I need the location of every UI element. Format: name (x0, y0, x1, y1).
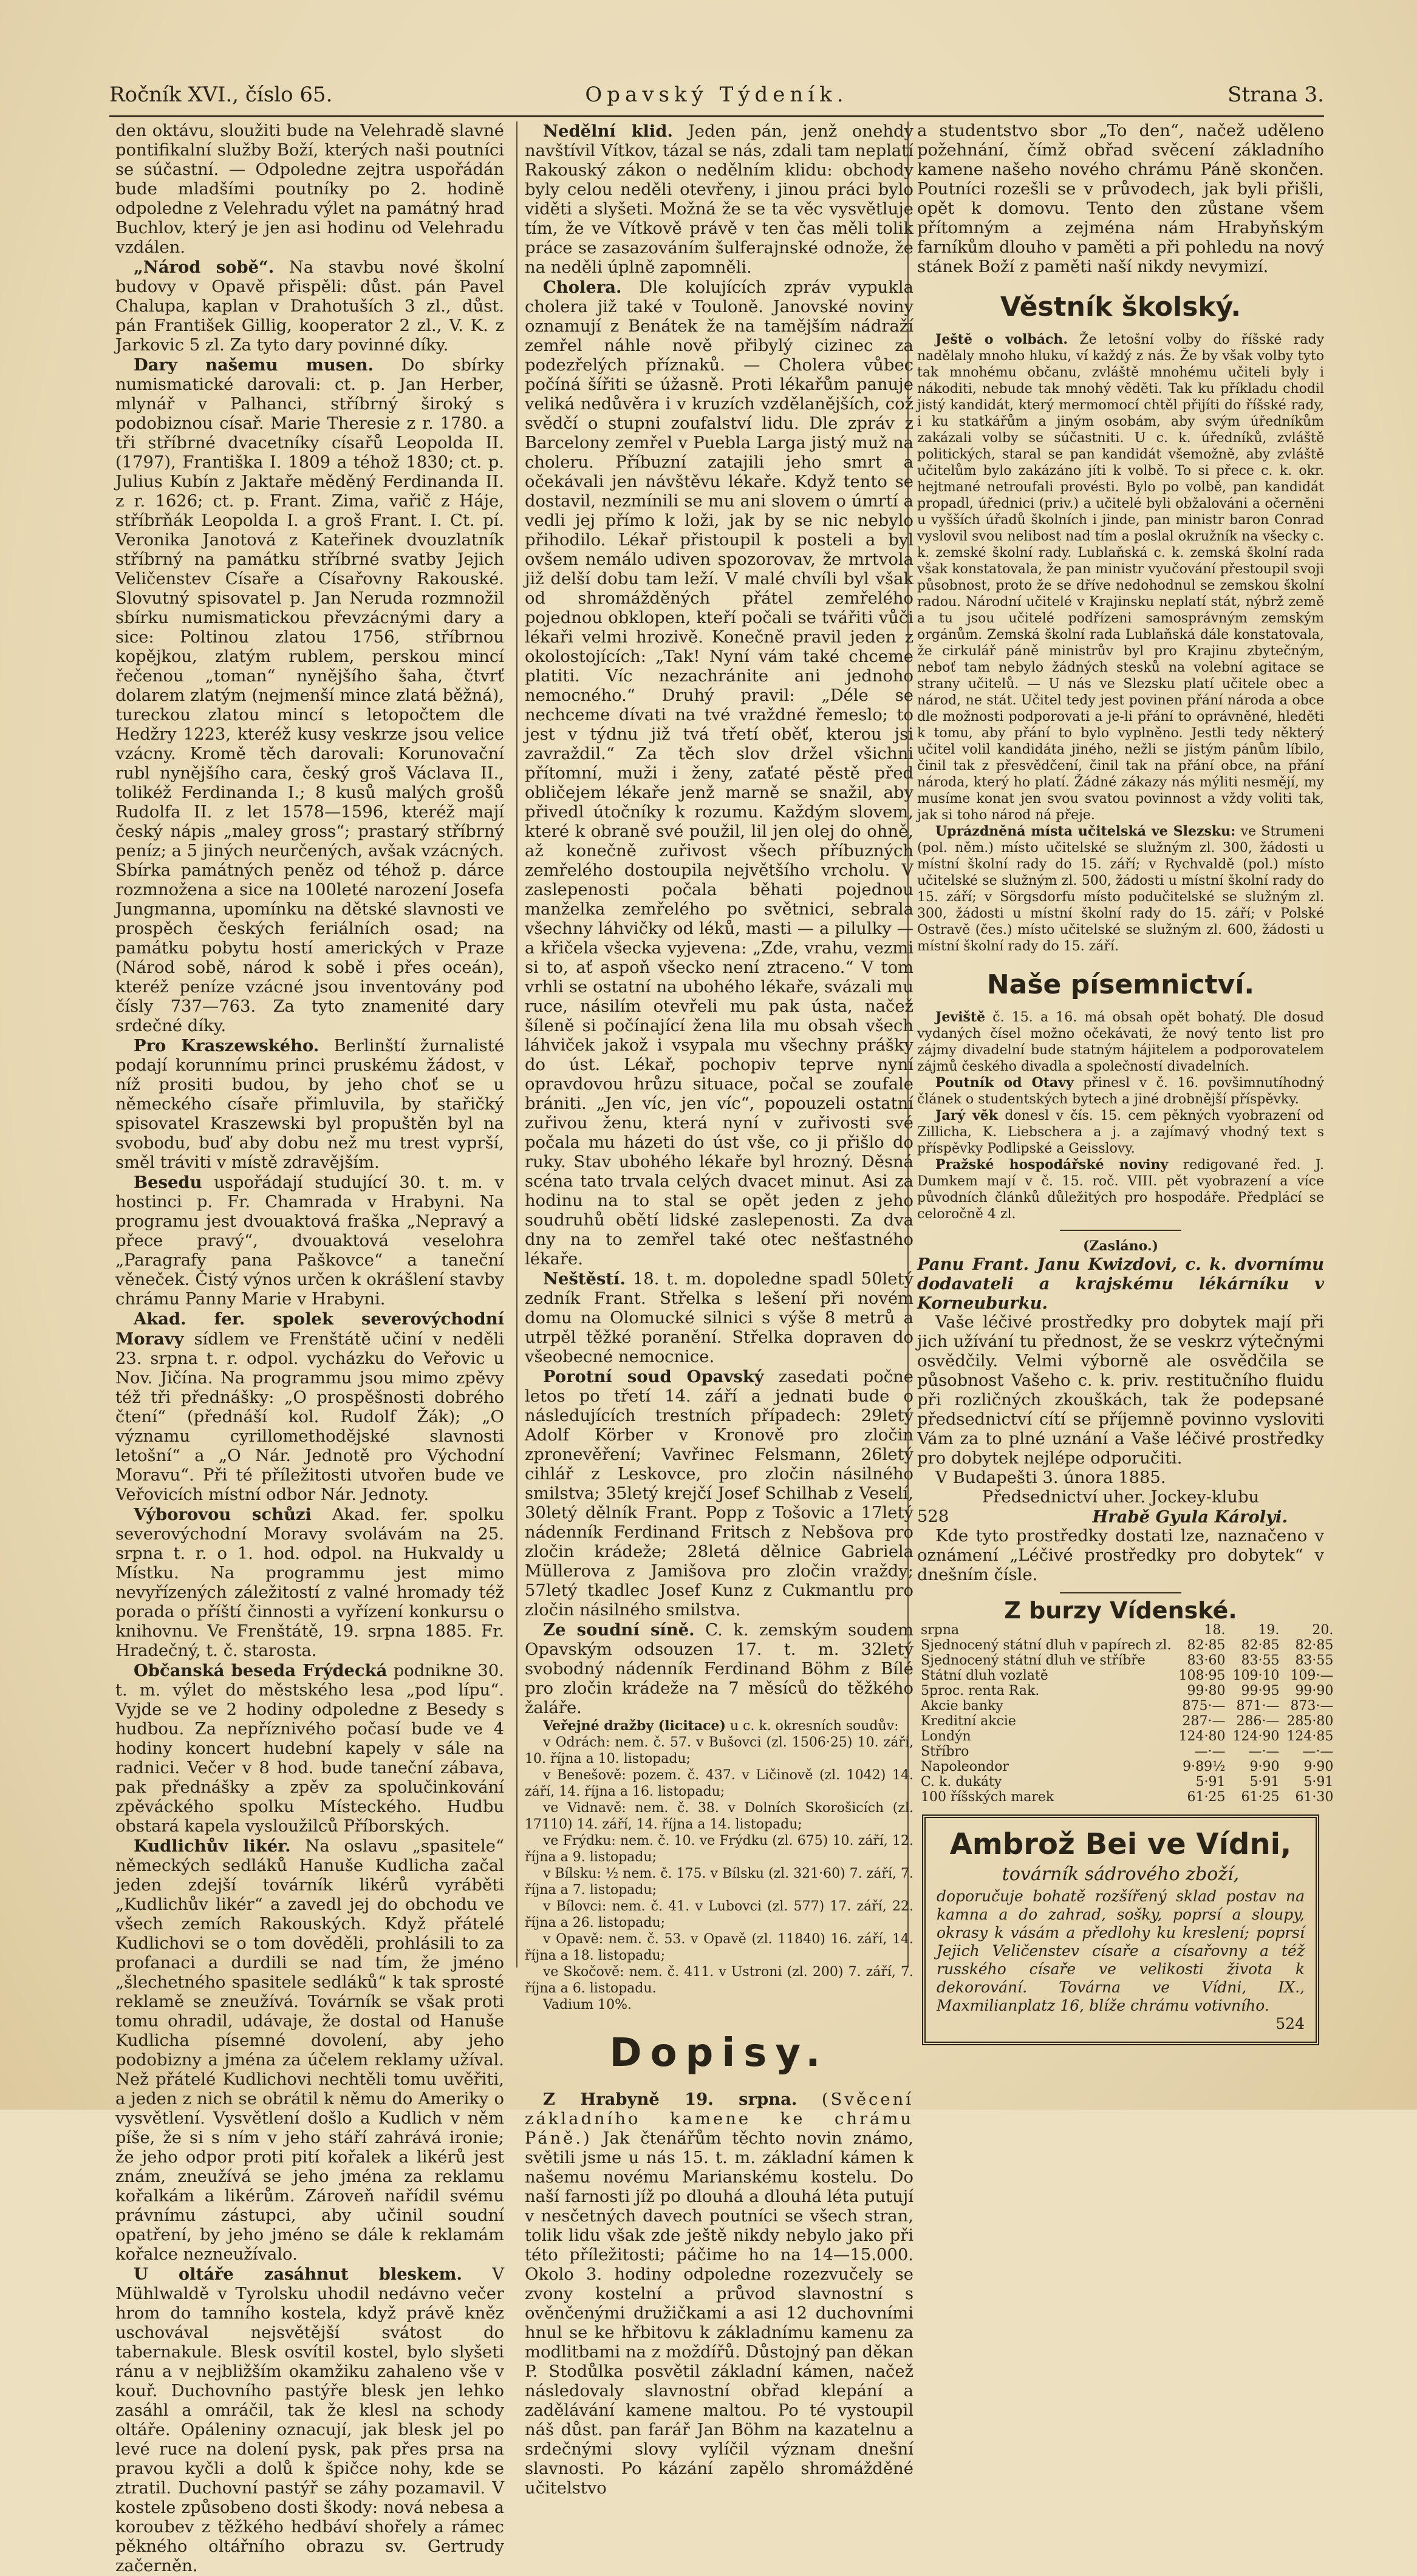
article-text: sídlem ve Frenštátě učiní v neděli 23. srpna t. r. odpol. vycházku do Veřovic u Nov. Jičína. Na programmu jsou mimo zpěvy též tři přednášky: „O prospěšnosti dobrého čtení“ (přednáší kol. Rudolf Žák); „O významu cyrillomethodějské slavnosti letošní“ a „O Nár. Jednotě pro Východní Moravu“. Při té příležitosti utvořen bude ve Veřovicích místní odbor Nár. Jednoty. (115, 1330, 504, 1504)
table-header-cell: 18. (1204, 1623, 1226, 1638)
article-lead: Výborovou schůzi (134, 1505, 312, 1524)
table-row (917, 1729, 1337, 1744)
table-cell: 5·91 (1249, 1774, 1280, 1790)
article-lead: Kudlichův likér. (134, 1836, 291, 1856)
letter-number: 528 (917, 1507, 949, 1526)
letter-text: Jak čtenářům těchto novin známo, světili jsme u nás 15. t. m. základní kámen k našemu novému Marianskému kostelu. Do naší farnosti jíž po dlouhá a dlouhá léta putují v nesčetných davech poutníci se všech stran, tolik lidu však zde ještě nikdy nebylo jako při této příležitosti; páčime ho na 14—15.000. Okolo 3. hodiny odpoledne rozezvučely se zvony kostelní a průvod slavnostní s ověnčenými družičkami a asi 12 duchovními hnul se ke hřbitovu k základnímu kamenu za modlitbami na z moždířů. Důstojný pan děkan P. Stodůlka posvětil základní kámen, načež následovaly slavnostní obřad klepání a zadělávání kamene maltou. Po té vystoupil náš důst. pan farář Jan Böhm na kazatelnu a srdečnými slovy vylíčil význam dnešní slavnosti. Po kázání zapělo shromážděné učitelstvo (525, 2129, 913, 2498)
table-cell: C. k. dukáty (921, 1774, 1002, 1790)
column-1 (115, 121, 504, 2576)
ad-title: Ambrož Bei ve Vídni, (949, 1827, 1292, 1861)
table-cell: 5·91 (1303, 1774, 1334, 1790)
table-row (917, 1744, 1337, 1759)
article-text: Na stavbu nové školní budovy v Opavě přispěli: důst. pán Pavel Chalupa, kaplan v Drahotuších 3 zl., důst. pán František Gillig, kooperator 2 zl., V. K. z Jarkovic 5 zl. Za tyto dary povinné díky. (115, 258, 504, 355)
table-cell: 83·55 (1241, 1653, 1280, 1668)
column-3 (917, 121, 1334, 2045)
stock-exchange-title: Z burzy Vídenské. (1004, 1597, 1237, 1624)
divider (1060, 1230, 1181, 1231)
article-text: Dle kolujících zpráv vypukla cholera již také v Touloně. Janovské noviny oznamují z Benátek že na tamějším nádraží zemřel náhle nově přibylý cizinec za podezřelých příznaků. — Cholera vůbec počíná šířiti se úžasně. Proti lékařům panuje veliká nedůvěra i v kruzích vzdělanějších, což svědčí o stupni zoufalství lidu. Dle zpráv z Barcelony zemřel v Puebla Larga jistý muž na choleru. Příbuzní zatajili jeho smrt a očekávali jen návštěvu lékaře. Když tento se dostavil, nezmínili se mu ani slovem o úmrtí a vedli jej přímo k loži, jak by se nic nebylo přihodilo. Lékař přistoupil k posteli a byl ovšem nemálo udiven spozorovav, že mrtvola již delší dobu tam leží. V malé chvíli byl však od shromážděných přátel zemřelého pojednou obklopen, kteří počali se tvářiti vůči lékaři velmi hrozivě. Konečně pravil jeden z okolostojících: „Tak! Nyní vám také chceme platiti. Víc nezachránite ani jednoho nemocného.“ Druhý pravil: „Déle se nechceme dívati na tvé vraždné řemeslo; to jest v týdnu již tvá třetí oběť, kterou jsi zavraždil.“ Za těch slov držel všichni přítomní, muži i ženy, zaťaté pěstě před obličejem lékaře jenž marně se snažil, aby přivedl útočníky k rozumu. Každým slovem, které k obraně své použil, lil jen olej do ohně, až konečně zuřivost všech příbuzných zemřelého dostoupila největšího vrcholu. V zaslepenosti počala běhati pojednou manželka zemřelého po světnici, sebrala všechny láhvičky od léků, masti — a pilulky — a křičela všecka vyjevena: „Zde, vrahu, vezmi si to, ať aspoň všecko není ztraceno.“ V tom vrhli se ostatní na ubohého lékaře, svázali mu ruce, násilím otevřeli mu pak ústa, načež šíleně si počínající žena lila mu obsah všech láhviček jakož i vsypala mu všechny prášky do úst. Lékař, pochopiv teprve nyní opravdovou hrůzu situace, počal se zoufale brániti. „Jen víc, jen víc“, popouzeli ostatní zuřivou ženu, která nyní v zuřivosti své počala mu házeti do úst vše, co ji přišlo do ruky. Stav ubohého lékaře byl hrozný. Děsná scéna tato trvala celých dvacet minut. Asi za hodinu na to stal se opět jeden z jeho soudruhů obětí lidské zaslepenosti. Za dva dny na to zemřel také otec nešťastného lékaře. (525, 278, 913, 1269)
article (115, 1309, 504, 1505)
table-row (917, 1790, 1337, 1805)
table-row (917, 1638, 1337, 1653)
issue-label: Ročník XVI., číslo 65. (109, 83, 333, 107)
article (115, 1173, 504, 1309)
article (115, 257, 504, 355)
zaslano-label: (Zasláno.) (1082, 1238, 1159, 1254)
article-lead: Neštěstí. (543, 1269, 626, 1289)
letter-signature-line (917, 1507, 1324, 1527)
article-text: uspořádají studující 30. t. m. v hostinci p. Fr. Chamrada v Hrabyni. Na programu jest dvouaktová fraška „Nepravý a přece pravý“, dvouaktová veselohra „Paragrafy pana Paškovce“ a taneční věneček. Čistý výnos určen k okrášlení stavby chrámu Panny Marie v Hrabyni. (115, 1173, 504, 1309)
item-text: přinesl v č. 16. povšimnutíhodný článek o studentských bytech a jiné drobnější příspěvky. (917, 1075, 1325, 1107)
letter-body: Vaše léčivé prostředky pro dobytek mají při jich užívání tu přednost, že se veskrz výtečnými osvědčily. Velmi výborně ale osvědčila se působnost Vašeho c. k. priv. restitučního fluidu při rozličných zkouškách, tak že podepsané předsednictví cítí se příjemně povinno vysloviti Vám za to plné uznání a Vaše léčivé prostředky pro dobytek nejlépe odporučiti. (917, 1313, 1324, 1468)
article (525, 1620, 913, 1718)
article-lead: Uprázdněná místa učitelská ve Slezsku: (935, 823, 1236, 839)
literature-item (917, 1075, 1324, 1108)
table-cell: 873·— (1290, 1699, 1334, 1714)
article-lead: Besedu (134, 1173, 202, 1192)
column-2 (525, 121, 913, 2498)
article-text: Jeden pán, jenž onehdy navštívil Vítkov, tázal se nás, zdali tam neplatí Rakouský zákon o nedělním klidu: obchody byly celou neděli otevřeny, i jinou práci bylo viděti a slyšeti. Možná že se ta věc vysvětluje tím, že ve Vítkově právě v ten čas měli tolik práce se zasazováním šulferajnské odnože, že na neděli úplně zapomněli. (525, 122, 914, 277)
article (115, 355, 504, 1036)
letter-place: V Budapešti 3. února 1885. (935, 1468, 1166, 1487)
item-lead: Jarý věk (935, 1108, 999, 1123)
article-text: a studentstvo sbor „To den“, načež uděleno požehnání, čímž obřad svěcení základního kamene našeho nového chrámu Páně skončen. Poutníci rozešli se v průvodech, jak byli přišli, opět k domovu. Tento den zůstane všem přítomným a zejména nám Hrabyňským farníkům dlouho v paměti a při pohledu na nový stánek Boží z paměti naší nikdy nevymizí. (917, 121, 1324, 276)
article (525, 121, 913, 278)
table-cell: 99·80 (1187, 1683, 1226, 1699)
article-lead: Cholera. (543, 278, 622, 297)
article (525, 278, 913, 1269)
item-lead: Jeviště (935, 1009, 986, 1025)
table-cell: 82·85 (1187, 1638, 1226, 1653)
table-cell: 5proc. renta Rak. (921, 1683, 1040, 1699)
auction-item: v Benešově: pozem. č. 437. v Ličinově (zl. 1042) 14. září, 14. října a 16. listopadu; (525, 1768, 913, 1799)
article-text: Na oslavu „spasitele“ německých sedláků Hanuše Kudlicha začal jeden zdejší továrník likérů vyráběti „Kudlichův likér“ a zavedl jej do obchodu ve všech zemích Rakouských. Když přátelé Kudlichovi se o tom dověděli, prohlásili to za profanaci a durdili se nad tím, že jméno „šlechetného spasitele sedláků“ k tak sprosté reklamě se zneužívá. Továrník se však proti tomu ohradil, udávaje, že dostal od Hanuše Kudlicha písemné dovolení, aby jeho podobizny a jména za účelem reklamy užíval. Než přátelé Kudlichovi nechtěli tomu uvěřiti, a jeden z nich se obrátil k němu do Ameriky o vysvětlení. Vysvětlení došlo a Kudlich v něm píše, že si s ním v jeho stáří zahrává ironie; že jeho odpor proti pití kořalek a likérů jest znám, zneužívá se jeho jména za reklamu kořalkám a likérům. Zároveň nařídil svému právnímu zástupci, aby učinil soudní opatření, by jeho jméno se dále k reklamám kořalce nezneužívalo. (115, 1837, 504, 2264)
literature-item (917, 1108, 1324, 1157)
article-lead: Ze soudní síně. (543, 1620, 695, 1640)
section-title-pisemnictvi: Naše písemnictví. (986, 969, 1255, 1000)
article-text: C. k. zemským soudem Opavským odsouzen 17. t. m. 32letý svobodný nádenník Ferdinand Böhm z Bílé pro zločin krádeže na 7 měsíců do těžkého žaláře. (525, 1621, 913, 1717)
article (115, 1836, 504, 2264)
school-article (917, 332, 1324, 823)
table-cell: Sjednocený státní dluh v papírech zl. (921, 1638, 1172, 1653)
letter-lead: Z Hrabyně 19. srpna. (543, 2090, 797, 2109)
table-cell: Akcie banky (921, 1699, 1003, 1714)
table-cell: 5·91 (1195, 1774, 1226, 1790)
table-cell: 871·— (1236, 1699, 1280, 1714)
article-text: den oktávu, sloužiti bude na Velehradě slavné pontifikalní služby Boží, kterých naši poutníci se súčastní. — Odpoledne zejtra uspořádán bude mladšími poutníky po 2. hodině odpoledne z Velehradu výlet na památný hrad Buchlov, který je jen asi hodinu od Velehradu vzdálen. (115, 121, 504, 257)
auction-item: ve Frýdku: nem. č. 10. ve Frýdku (zl. 675) 10. září, 12. října a 9. listopadu; (525, 1833, 913, 1865)
article-text: zasedati počne letos po třetí 14. září a jednati bude o následujících trestních případech: 29letý Adolf Körber v Kronově pro zločin zpronevěření; Vavřinec Felsmann, 26letý cihlář z Leskovce, pro zločin násilného smilstva; 35letý krejčí Josef Schilhab z Veselí, 30letý dělník Frant. Popp z Tošovic a 17letý nádenník Ferdinand Fritsch z Nebšova pro zločin krádeže; 28letá dělnice Gabriela Müllerova z Jamišova pro zločin vraždy; 57letý tkadlec Josef Kunz z Cukmantlu pro zločin násilného smilstva. (525, 1368, 913, 1620)
article-lead: Porotní soud Opavský (543, 1367, 764, 1386)
table-cell: 61·30 (1295, 1790, 1334, 1805)
table-row (917, 1774, 1337, 1790)
article (115, 1505, 504, 1661)
table-cell: 61·25 (1187, 1790, 1226, 1805)
auctions-intro (525, 1718, 913, 1734)
table-cell: Stříbro (921, 1744, 969, 1759)
literature-item (917, 1157, 1324, 1222)
article (115, 2264, 504, 2576)
page-number: Strana 3. (1227, 83, 1324, 107)
auction-item: v Bílsku: ½ nem. č. 175. v Bílsku (zl. 321·60) 7. září, 7. října a 7. listopadu; (525, 1866, 913, 1898)
table-cell: 99·95 (1241, 1683, 1280, 1699)
table-cell: 9·90 (1303, 1759, 1334, 1774)
table-header-cell: 20. (1312, 1623, 1334, 1638)
article-lead: „Národ sobě“. (134, 257, 275, 277)
table-cell: 9·89½ (1183, 1759, 1226, 1774)
article-text: 18. t. m. dopoledne spadl 50letý zedník Frant. Střelka s lešení při novém domu na Olomucké silnici s výše 8 metrů a utrpěl těžké poranění. Střelka dopraven do všeobecné nemocnice. (525, 1270, 913, 1366)
table-row (917, 1668, 1337, 1683)
table-cell: 83·60 (1187, 1653, 1226, 1668)
auction-item: ve Skočově: nem. č. 411. v Ustroni (zl. 200) 7. září, 7. října a 6. listopadu. (525, 1964, 913, 1996)
table-cell: 9·90 (1249, 1759, 1280, 1774)
table-row (917, 1714, 1337, 1729)
item-lead: Pražské hospodářské noviny (935, 1157, 1169, 1173)
ad-body: doporučuje bohatě rozšířený sklad postav na kamna a do zahrad, sošky, poprsí a sloupy, okrasy k vásám a předlohy ku kreslení; poprsí Jejich Veličenstev císaře a císařovny a též rusského císaře ve velikosti života k dekorování. Továrna ve Vídni, IX., Maxmilianplatz 16, blíže chrámu votivního. (937, 1887, 1305, 2014)
table-cell: 108·95 (1178, 1668, 1226, 1683)
table-cell: —·— (1302, 1744, 1334, 1759)
table-header-cell: 19. (1258, 1623, 1280, 1638)
table-cell: Napoleondor (921, 1759, 1009, 1774)
auction-item: v Opavě: nem. č. 53. v Opavě (zl. 11840) 16. září, 14. října a 18. listopadu; (525, 1932, 913, 1963)
article-text: Do sbírky numismatické darovali: ct. p. Jan Herber, mlynář v Palhanci, stříbrný široký s podobiznou císař. Marie Theresie z r. 1780. a tři stříbrné dvacetníky císařů Leopolda II. (1797), Františka I. 1809 a téhož 1830; ct. p. Julius Kubín z Jaktaře měděný Ferdinanda II. z r. 1626; ct. p. Frant. Zima, vařič z Háje, stříbrňák Leopolda I. a groš Frant. I. Ct. pí. Veronika Janotová z Kateřinek dvouzlatník stříbrný na památku stříbrné svatby Jejich Veličenstev Císaře a Císařovny Rakouské. Slovutný spisovatel p. Jan Neruda rozmnožil sbírku numismatickou převzácnými dary a sice: Poltinou zlatou 1756, stříbrnou kopějkou, zlatým rublem, perskou mincí řečenou „toman“ nynějšího šaha, čtvrť dolarem zlatým (nejmenší mince zlatá běžná), tureckou zlatou mincí s letopočtem dle Hedžry 1223, kteréž kusy veskrze jsou velice vzácny. Kromě těch darovali: Korunovační rubl nynějšího cara, český groš Václava II., tolikéž Ferdinanda I.; 8 kusů malých grošů Rudolfa II. z let 1578—1596, kteréž mají český nápis „maley gross“; prastarý stříbrný peníz; a 5 jiných neurčených, avšak vzácných. Sbírka památných peněz od téhož p. dárce rozmnožena a sice na 100leté narození Josefa Jungmanna, upomínku na dětské slavnosti ve prospěch českých feriálních osad; na památku pobytu hostí amerických v Praze (Národ sobě, národ k sobě i přes oceán), kteréž peníze vzácné jsou inventovány pod čísly 737—763. Za tyto znamenité dary srdečné díky. (115, 356, 504, 1035)
article-lead: Nedělní klid. (543, 121, 673, 141)
table-cell: Státní dluh vozlatě (921, 1668, 1048, 1683)
table-cell: 124·90 (1232, 1729, 1280, 1744)
table-cell: 109·10 (1232, 1668, 1280, 1683)
article (115, 1036, 504, 1173)
table-cell: 875·— (1182, 1699, 1226, 1714)
item-text: redigované řed. J. Dumkem mají v č. 15. roč. VIII. pět vyobrazení a více původních článků důležitých pro hospodáře. Předplácí se celoročně 4 zl. (917, 1157, 1324, 1222)
section-title-dopisy: Dopisy. (609, 2031, 829, 2076)
article-text: Že letošní volby do říšské rady nadělaly mnoho hluku, ví každý z nás. Že by však volby tyto tak mnohému občanu, zvláště mnohému učiteli byly i nákoditi, nebude tak mnohý věděti. Tak ku příkladu chodil jistý kandidát, který mermomocí chtěl přijíti do říšské rady, i ku statkářům a jiným osobám, aby svým úředníkům zakázali volby se súčastniti. U c. k. úředníků, zvláště politických, staral se pan kandidát všemožně, aby zvláště učitelům bylo zakázáno jíti k volbě. To si přece c. k. okr. hejtmané netroufali provésti. Bylo po volbě, pan kandidát propadl, úřednici (priv.) a učitelé byli obžalováni a očerněni u vyšších úřadů školních i jinde, pan ministr baron Conrad vyslovil svou nelibost nad tím a poslal okružník na všecky c. k. zemské školní rady. Lublaňská c. k. zemská školní rada však konstatovala, že pan ministr vyučování přestoupil svoji působnost, proto že se dříve nedohodnul se zemskou školní radou. Národní učitelé v Krajinsku neplatí stát, nýbrž země a tu jsou učitelé podřízeni samosprávným zemským orgánům. Zemská školní rada Lublaňská dále konstatovala, že cirkulář páně ministrův byl pro Krajinu zbytečným, neboť tam nebylo žádných stesků na volební agitace se strany učitelů. — U nás ve Slezsku platí učitele obec a národ, ne stát. Učitel tedy jest povinen přání národa a obce dle možnosti podporovati a je-li přání to oprávněné, hleděti k tomu, aby přání to bylo vyplněno. Jestli tedy některý učitel volil kandidáta jiného, nežli se jistým pánům líbilo, činil tak z přesvědčení, činil tak na přání obce, na přání národa, který ho platí. Žádné zákazy nás mýliti nesmějí, my musíme konat jen svou svatou povinnost a vždy voliti tak, jak si toho národ ná přeje. (917, 332, 1324, 823)
section-title-vestnik: Věstník školský. (1000, 291, 1241, 322)
table-cell: 82·85 (1241, 1638, 1280, 1653)
article-text: V Mühlwaldě v Tyrolsku uhodil nedávno večer hrom do tamního kostela, když právě kněz uschovával nejsvětější svátost do tabernakule. Blesk osvítil kostel, bylo slyšeti ránu a v nejbližším okamžiku zahaleno vše v kouř. Duchovního pastýře blesk jen lehko zasáhl a omráčil, tak že klesl na schody oltáře. Opáleniny oznacují, jak blesk jel po levé ruce na dolení pysk, pak přes prsa na pravou kyčli a dolů k špičce nohy, kde se ztratil. Duchovní pastýř se záhy pozamavil. V kostele způsobeno dosti škody: nová nebesa a koroubev z těžkého hedbáví shořely a rámec pěkného oltářního obrazu sv. Gertrudy začerněn. (115, 2265, 504, 2575)
table-cell: 285·80 (1286, 1714, 1334, 1729)
auction-item: v Bílovci: nem. č. 41. v Lubovci (zl. 577) 17. září, 22. října a 26. listopadu; (525, 1899, 913, 1930)
masthead-title: Opavský Týdeník. (585, 83, 848, 107)
table-cell: 61·25 (1241, 1790, 1280, 1805)
article-lead: Akad. fer. spolek severovýchodní Moravy (115, 1309, 504, 1349)
auctions-intro-text: u c. k. okresních soudův: (729, 1719, 899, 1734)
table-row (917, 1683, 1337, 1699)
table-cell: Sjednocený státní dluh ve stříbře (921, 1653, 1146, 1668)
article (115, 1661, 504, 1836)
article-text: Akad. fer. spolku severovýchodní Moravy svolávám na 25. srpna t. r. o 1. hod. odpol. na Hukvaldy u Místku. Na programmu jest mimo nevyřízených záležitostí z valné hromady též porada o příští činnosti a vyřízení konkursu o knihovnu. Ve Frenštátě, 19. srpna 1885. Fr. Hradečný, t. č. starosta. (115, 1505, 504, 1660)
article-lead: Ještě o volbách. (935, 332, 1068, 347)
table-cell: 124·80 (1178, 1729, 1226, 1744)
table-cell: 109·— (1290, 1668, 1334, 1683)
table-cell: 83·55 (1295, 1653, 1334, 1668)
column-rule (516, 121, 517, 1968)
auctions-list (525, 1734, 913, 1997)
table-cell: 82·85 (1295, 1638, 1334, 1653)
article (525, 1269, 913, 1367)
article-text: podnikne 30. t. m. výlet do městského lesa „pod lípu“. Vyjde se ve 2 hodiny odpoledne z Besedy s hudbou. Za nepříznivého počasí bude ve 4 hodiny koncert hudební kapely v sále na radnici. Večer v 8 hod. bude taneční zábava, pak přednášky a zpěv za spolučinkování zpěváckého spolku Místeckého. Hudbu obstará kapela vysloužilců Příborských. (115, 1661, 504, 1836)
auctions-lead: Veřejné dražby (licitace) (543, 1718, 726, 1734)
article-text: ve Strumeni (pol. něm.) místo učitelské se služným zl. 300, žádosti u místní školní rady do 15. září; v Rychvaldě (pol.) místo učitelské se služným zl. 500, žádosti u místní školní rady do 15. září; v Sörgsdorfu místo podučitelské se služným zl. 300, žádosti u místní školní rady do 15. září; v Polské Ostravě (čes.) místo učitelské se služným zl. 600, žádosti u místní školní rady do 15. září. (917, 824, 1324, 954)
letter-signatory: Předsednictví uher. Jockey-klubu (982, 1488, 1260, 1507)
stock-exchange-table (917, 1623, 1337, 1805)
table-row (917, 1653, 1337, 1668)
auctions-vadium: Vadium 10%. (543, 1997, 632, 2012)
article-text: Berlinští žurnalisté podají korunnímu princi pruskému žádost, v níž prositi budou, by jeho choť se u německého císaře přimluvila, by stařičký spisovatel Kraszewski byl propuštěn byl na svobodu, buď aby dobu než mu trest vyprší, směl tráviti v místě zdravějším. (115, 1037, 504, 1172)
article (525, 1367, 913, 1620)
letter (525, 2090, 913, 2498)
item-text: donesl v čís. 15. cem pěkných vyobrazení od Zillicha, K. Liebschera a j. a zajímavý vhodný text s příspěvky Podlipské a Geisslovy. (917, 1108, 1324, 1156)
school-article (917, 823, 1324, 955)
letter-footnote: Kde tyto prostředky dostati lze, naznačeno v oznámení „Léčivé prostředky pro dobytek“ v dnešním čísle. (917, 1527, 1324, 1584)
letter-signature: Hrabě Gyula Károlyi. (1092, 1507, 1288, 1527)
table-header-cell: srpna (921, 1623, 960, 1638)
table-row (917, 1759, 1337, 1774)
item-lead: Poutník od Otavy (935, 1075, 1074, 1091)
table-row (917, 1699, 1337, 1714)
table-cell: 286·— (1236, 1714, 1280, 1729)
table-cell: 100 říšských marek (921, 1790, 1054, 1805)
article-lead: Pro Kraszewského. (134, 1036, 319, 1055)
page-header (109, 79, 1324, 117)
table-cell: Londýn (921, 1729, 971, 1744)
auction-item: v Odrách: nem. č. 57. v Bušovci (zl. 1506·25) 10. září, 10. října a 10. listopadu; (525, 1735, 913, 1767)
letter-subject: (Svěcení základního kamene ke chrámu Páně.) (525, 2090, 913, 2148)
ad-subtitle: továrník sádrového zboží, (1002, 1864, 1240, 1885)
table-cell: —·— (1194, 1744, 1226, 1759)
ad-number: 524 (1275, 2015, 1305, 2033)
table-cell: —·— (1248, 1744, 1280, 1759)
article-lead: Občanská beseda Frýdecká (134, 1661, 388, 1680)
table-cell: 124·85 (1286, 1729, 1334, 1744)
table-cell: Kreditní akcie (921, 1714, 1016, 1729)
table-cell: 287·— (1182, 1714, 1226, 1729)
item-text: č. 15. a 16. má obsah opět bohatý. Dle dosud vydaných čísel možno očekávati, že nový tento list pro zájmy divadelní bude statným hájitelem a podporovatelem zájmů českého divadla a společností divadelních. (917, 1010, 1325, 1074)
table-cell: 99·90 (1295, 1683, 1334, 1699)
divider (1060, 1592, 1181, 1593)
letter-addressee: Panu Frant. Janu Kwizdovi, c. k. dvornímu dodavateli a krajskému lékárníku v Korneuburku. (917, 1255, 1324, 1313)
article-lead: U oltáře zasáhnut bleskem. (134, 2264, 463, 2284)
article-lead: Dary našemu musen. (134, 355, 374, 375)
table-header-row (917, 1623, 1337, 1638)
literature-item (917, 1009, 1324, 1075)
advertisement (922, 1814, 1319, 2045)
auction-item: ve Vidnavě: nem. č. 38. v Dolních Skorošicích (zl. 17110) 14. září, 14. října a 14. listopadu; (525, 1801, 913, 1832)
